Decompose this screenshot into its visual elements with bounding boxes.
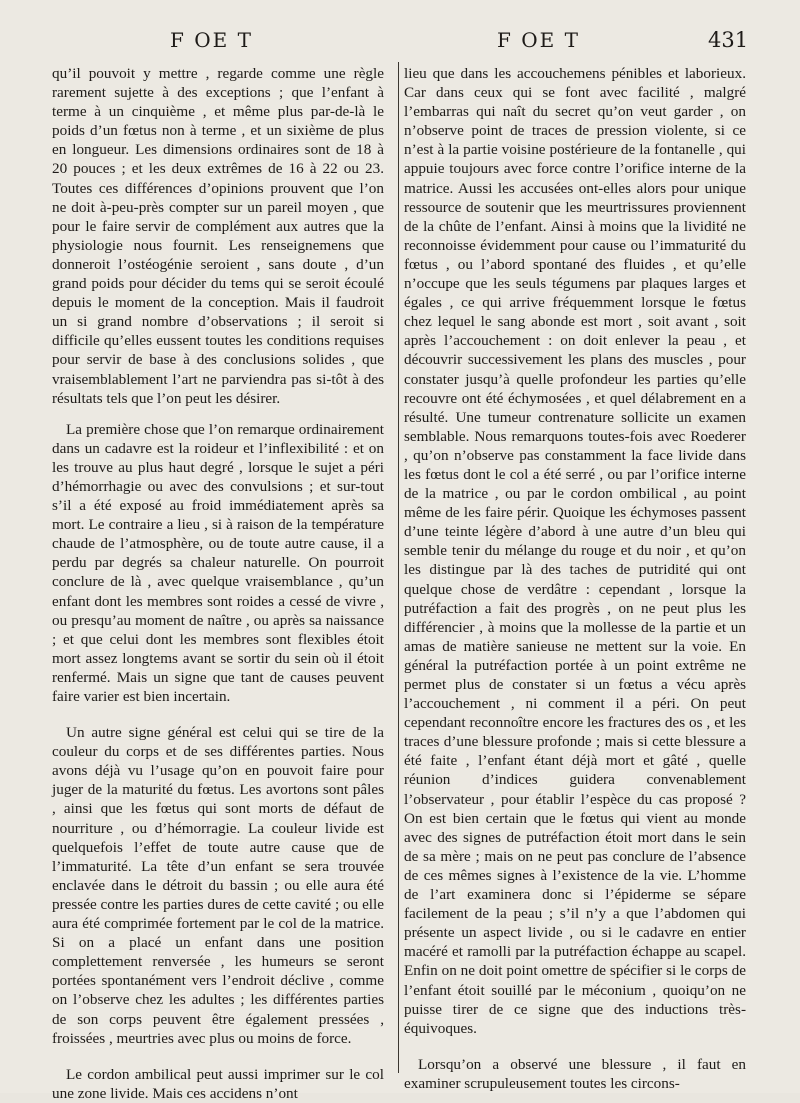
left-paragraph-2: La première chose que l’on remarque ordinairement dans un cadavre est la roideur et l’inflexibilité : et on les trouve au plus haut degré , lorsque le sujet a péri d’hémorrhagie ou avec des convulsions ; et sur-tout s’il a été exposé au froid immédiatement après sa mort. Le contraire a lieu , si à raison de la température chaude de l’atmosphère, ou de toute autre cause, il a perdu par degrés sa chaleur naturelle. On pourroit conclure de là , avec quelque vraisemblance , qu’un enfant dont les membres sont roides a cessé de vivre , ou presqu’au moment de naître , ou après sa naissance ; et que celui dont les membres sont flexibles étoit mort assez longtems avant se sortir du sein où il étoit renfermé. Mais un signe que tant de causes peuvent faire varier est bien incertain. — [52, 420, 384, 705]
right-paragraph-1: lieu que dans les accouchemens pénibles et laborieux. Car dans ceux qui se font avec facilité , malgré l’embarras qui naît du secret qu’on veut garder , on n’observe point de traces de pression violente, si ce n’est à la partie voisine postérieure de la fontanelle , qui appuie toujours avec force contre l’orifice interne de la matrice. Aussi les accusées ont-elles alors pour unique ressource de soutenir que les meurtrissures proviennent de la chûte de l’enfant. Ainsi à moins que la lividité ne reconnoisse évidemment pour cause ou l’immaturité du fœtus , ou l’abord spontané des fluides , et qu’elle n’occupe que les seuls tégumens par plaques larges et égales , ce qui arrive fréquemment lorsque le fœtus chez lequel le sang abonde est mort , soit avant , soit après l’accouchement : on doit enlever la peau , et découvrir successivement les plans des muscles , pour constater jusqu’à quelle profondeur les parties qu’elle recouvre ont été échymosées , et quel délabrement en a résulté. Une tumeur contrenature sollicite un examen semblable. Nous remarquons toutes-fois avec Roederer , qu’on n’observe pas constamment la face livide dans les fœtus dont le col a été serré , ou par l’orifice interne de la matrice , ou par le cordon ombilical , au point même de les faire périr. Quoique les échymoses passent d’une teinte légère d’abord à une autre d’un bleu qui semble tenir du mélange du rouge et du noir , et qu’on les distingue par là des taches de putridité qui ont quelque chose de verdâtre : cependant , lorsque la putréfaction a fait des progrès , on ne peut plus les différencier , à moins que la mollesse de la partie et un amas de matière sanieuse ne mettent sur la voie. En général la putréfaction portée à un point extrême ne permet plus de constater si un fœtus a vécu après l’accouchement , ni comment il a péri. On peut cependant reconnoître encore les fractures des os , et les traces d’une blessure profonde ; mais si cette blessure a été faite , l’enfant étant déjà mort et gâté , quelle réunion d’indices guidera convenablement l’observateur , pour établir l’espèce du cas proposé ? On est bien certain que le fœtus qui vient au monde avec des signes de putréfaction étoit mort dans le sein de sa mère ; mais on ne peut pas conclure de l’absence de ces mêmes signes à l’existence de la vie. L’homme de l’art examinera donc si l’épiderme se sépare facilement de la peau ; s’il n’y a que l’abdomen qui présente un aspect livide , ou si le cadavre en entier macéré et ramolli par la putréfaction échappe au scapel. Enfin on ne doit point omettre de spécifier si le corps de l’enfant étoit souillé par le méconium , quoiqu’on ne puisse tirer de ce signe que des inductions très-équivoques. — [404, 65, 746, 1037]
page-number: 431 — [708, 28, 749, 52]
left-paragraph-1: qu’il pouvoit y mettre , regarde comme une règle rarement sujette à des exceptions ; que l’enfant à terme à un cinquième , et même plus par-de-là le poids d’un fœtus non à terme , et un sixième de plus en longueur. Les dimensions ordinaires sont de 18 à 20 pouces ; et les deux extrêmes de 16 à 22 ou 23. Toutes ces différences d’opinions prouvent que l’on ne doit à-peu-près compter sur un pareil moyen , que pour le faire servir de complément aux autres que la physiologie nous fournit. Les renseignemens que donneroit l’ostéogénie seroient , sans doute , d’un grand poids pour décider du tems qui se seroit écoulé depuis le moment de la conception. Mais il faudroit un si grand nombre d’observations ; il seroit si difficile qu’elles eussent toutes les conditions requises pour servir de base à des conclusions solides , que vraisemblablement l’art ne parviendra pas si-tôt à des résultats tels que l’on peut les désirer. — [52, 65, 384, 407]
left-paragraph-4: Le cordon ambilical peut aussi imprimer sur le col une zone livide. Mais ces accidens n’ont — [52, 1065, 384, 1102]
right-paragraph-2: Lorsqu’on a observé une blessure , il faut en examiner scrupuleusement toutes les circons- — [404, 1055, 746, 1092]
left-column — [52, 64, 384, 1102]
column-divider — [398, 62, 399, 1073]
left-running-title: F OE T — [170, 28, 253, 52]
running-header — [0, 28, 800, 58]
right-running-title: F OE T — [497, 28, 580, 52]
left-paragraph-3: Un autre signe général est celui qui se tire de la couleur du corps et de ses différentes parties. Nous avons déjà vu l’usage qu’on en pouvoit faire pour juger de la maturité du fœtus. Les avortons sont pâles , ainsi que les fœtus qui sont morts de défaut de nourriture , ou d’hémorragie. La couleur livide est quelquefois l’effet de toute autre cause que de l’immaturité. La tête d’un enfant se sera trouvée enclavée dans le détroit du bassin ; ou elle aura été pressée contre les parties dures de cette cavité ; ou elle aura été comprimée fortement par le col de la matrice. Si on a placé un enfant dans une position complettement renversée , les humeurs se seront portées spontanément vers l’endroit déclive , comme on l’observe chez les adultes ; les différentes parties de son corps peuvent être également pressées , froissées , meurtries avec plus ou moins de force. — [52, 724, 384, 1047]
right-column — [404, 64, 746, 1092]
